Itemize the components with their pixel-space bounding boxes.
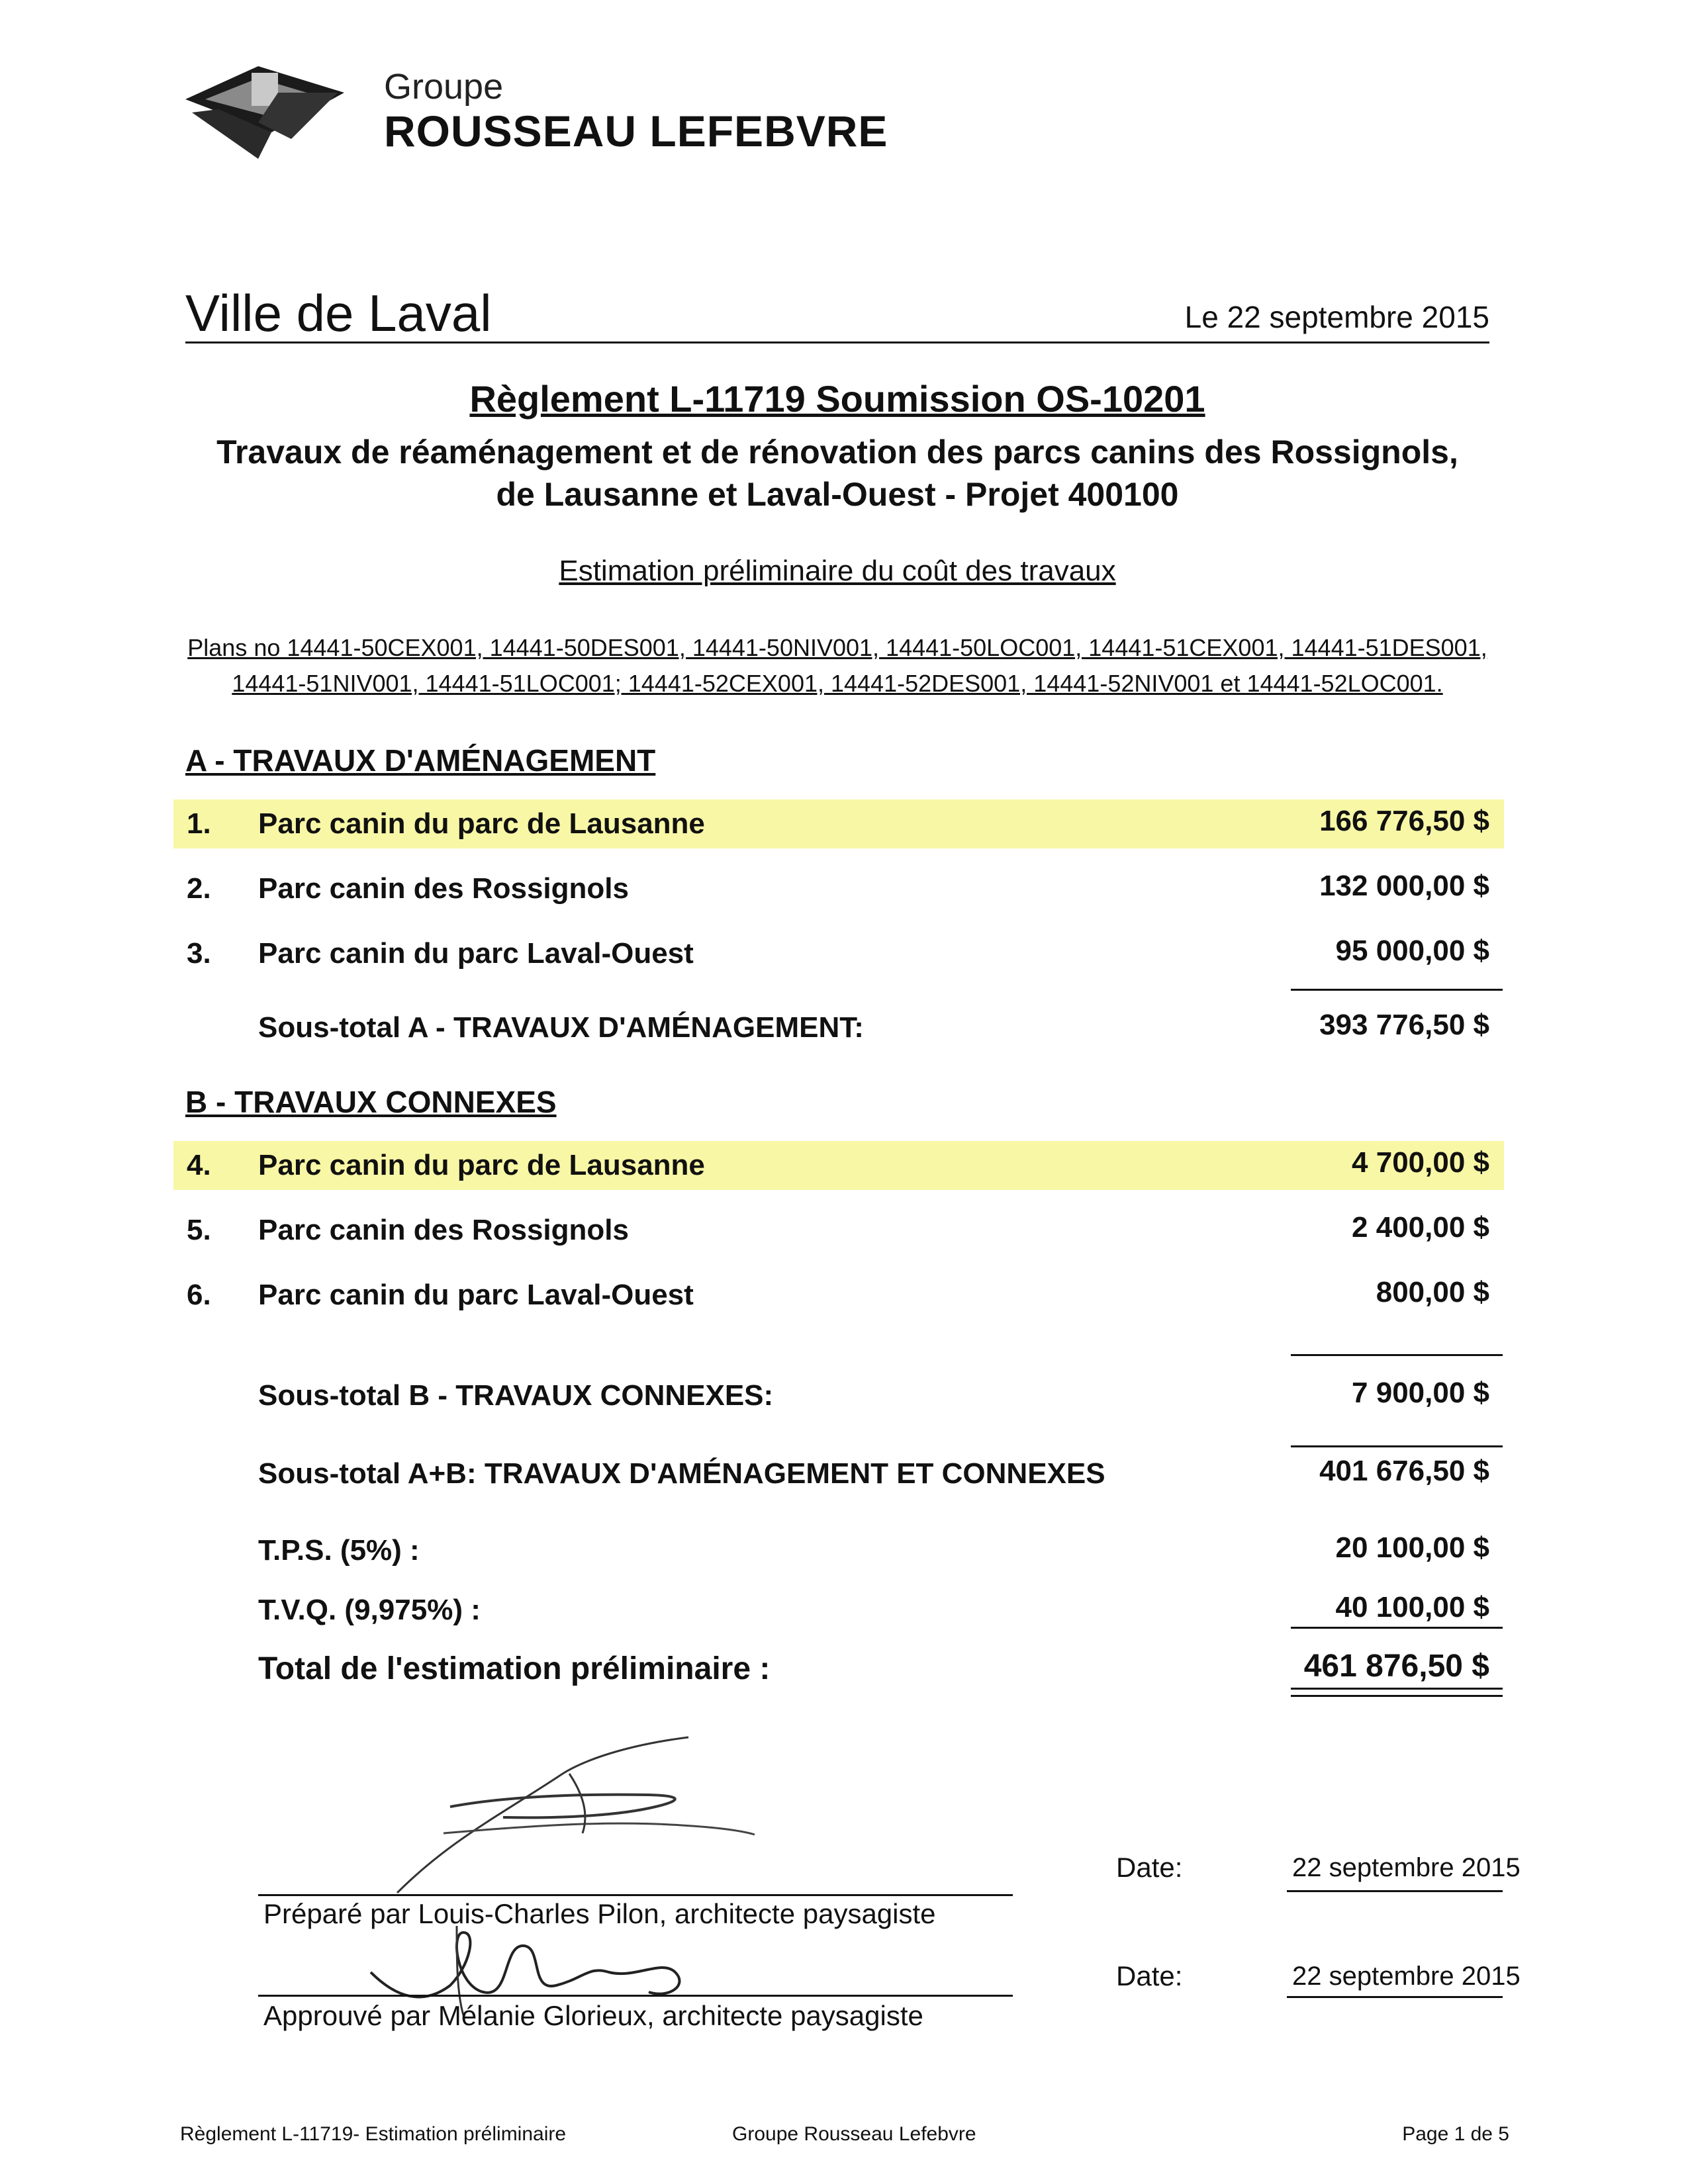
item-number: 6.: [187, 1279, 211, 1311]
prepared-by: Préparé par Louis-Charles Pilon, architecte paysagiste: [263, 1898, 936, 1929]
recipient-city: Ville de Laval: [185, 284, 492, 342]
item-label: Parc canin du parc Laval-Ouest: [258, 937, 694, 970]
item-amount: 800,00 $: [1376, 1276, 1489, 1308]
subtotal-ab-label: Sous-total A+B: TRAVAUX D'AMÉNAGEMENT ET CONNEXES: [258, 1457, 1105, 1490]
total-double-rule: [1291, 1688, 1503, 1697]
total-amount: 461 876,50 $: [1303, 1649, 1489, 1684]
date-line-1: [1287, 1890, 1503, 1892]
subtotal-b-amount: 7 900,00 $: [1352, 1377, 1489, 1409]
signature-date-1: 22 septembre 2015: [1292, 1853, 1521, 1882]
item-amount: 132 000,00 $: [1319, 870, 1489, 902]
item-label: Parc canin des Rossignols: [258, 872, 629, 905]
signature-line-preparer: [258, 1894, 1013, 1896]
item-number: 5.: [187, 1214, 211, 1246]
date-line-2: [1287, 1996, 1503, 1998]
item-label: Parc canin du parc de Lausanne: [258, 1149, 705, 1181]
subtotal-ab-amount: 401 676,50 $: [1319, 1455, 1489, 1487]
item-amount: 4 700,00 $: [1352, 1146, 1489, 1179]
document-title: Règlement L-11719 Soumission OS-10201: [469, 378, 1205, 420]
section-b-heading: B - TRAVAUX CONNEXES: [185, 1085, 557, 1119]
item-number: 2.: [187, 872, 211, 905]
tvq-label: T.V.Q. (9,975%) :: [258, 1594, 481, 1626]
project-description-line2: de Lausanne et Laval-Ouest - Projet 400100: [496, 476, 1179, 513]
project-description-line1: Travaux de réaménagement et de rénovation des parcs canins des Rossignols,: [216, 433, 1458, 471]
estimate-subtitle: Estimation préliminaire du coût des travaux: [559, 555, 1116, 587]
tps-label: T.P.S. (5%) :: [258, 1534, 420, 1567]
header-divider: [185, 341, 1489, 343]
subtotal-a-label: Sous-total A - TRAVAUX D'AMÉNAGEMENT:: [258, 1011, 864, 1044]
subtotal-rule: [1291, 989, 1503, 991]
footer-left: Règlement L-11719- Estimation préliminaire: [180, 2123, 567, 2145]
item-label: Parc canin du parc Laval-Ouest: [258, 1279, 694, 1311]
plans-list-line2: 14441-51NIV001, 14441-51LOC001; 14441-52CEX001, 14441-52DES001, 14441-52NIV001 et 14441-52LOC001.: [232, 670, 1443, 697]
total-rule: [1291, 1627, 1503, 1629]
plans-list-line1: Plans no 14441-50CEX001, 14441-50DES001, 14441-50NIV001, 14441-50LOC001, 14441-51CEX001, 14441-51DES001,: [187, 634, 1487, 661]
date-label-1: Date:: [1116, 1852, 1183, 1883]
signature-preparer: [371, 1734, 834, 1899]
subtotal-a-amount: 393 776,50 $: [1319, 1009, 1489, 1041]
total-label: Total de l'estimation préliminaire :: [258, 1651, 771, 1686]
tvq-amount: 40 100,00 $: [1335, 1591, 1489, 1623]
signature-date-2: 22 septembre 2015: [1292, 1962, 1521, 1991]
item-amount: 2 400,00 $: [1352, 1211, 1489, 1244]
logo-text-name: ROUSSEAU LEFEBVRE: [384, 107, 888, 156]
document-date: Le 22 septembre 2015: [1184, 300, 1489, 334]
item-number: 3.: [187, 937, 211, 970]
subtotal-rule: [1291, 1445, 1503, 1447]
footer-center: Groupe Rousseau Lefebvre: [732, 2123, 976, 2145]
tps-amount: 20 100,00 $: [1335, 1531, 1489, 1564]
company-logo: [179, 60, 377, 165]
item-number: 4.: [187, 1149, 211, 1181]
date-label-2: Date:: [1116, 1960, 1183, 1991]
approved-by: Approuvé par Mélanie Glorieux, architecte paysagiste: [263, 2000, 923, 2031]
item-label: Parc canin du parc de Lausanne: [258, 807, 705, 840]
subtotal-rule: [1291, 1354, 1503, 1356]
logo-text-groupe: Groupe: [384, 67, 504, 107]
item-amount: 166 776,50 $: [1319, 805, 1489, 837]
subtotal-b-label: Sous-total B - TRAVAUX CONNEXES:: [258, 1379, 774, 1412]
signature-line-approver: [258, 1995, 1013, 1997]
item-amount: 95 000,00 $: [1335, 934, 1489, 967]
item-label: Parc canin des Rossignols: [258, 1214, 629, 1246]
section-a-heading: A - TRAVAUX D'AMÉNAGEMENT: [185, 743, 656, 778]
item-number: 1.: [187, 807, 211, 840]
footer-page-number: Page 1 de 5: [1402, 2123, 1509, 2145]
